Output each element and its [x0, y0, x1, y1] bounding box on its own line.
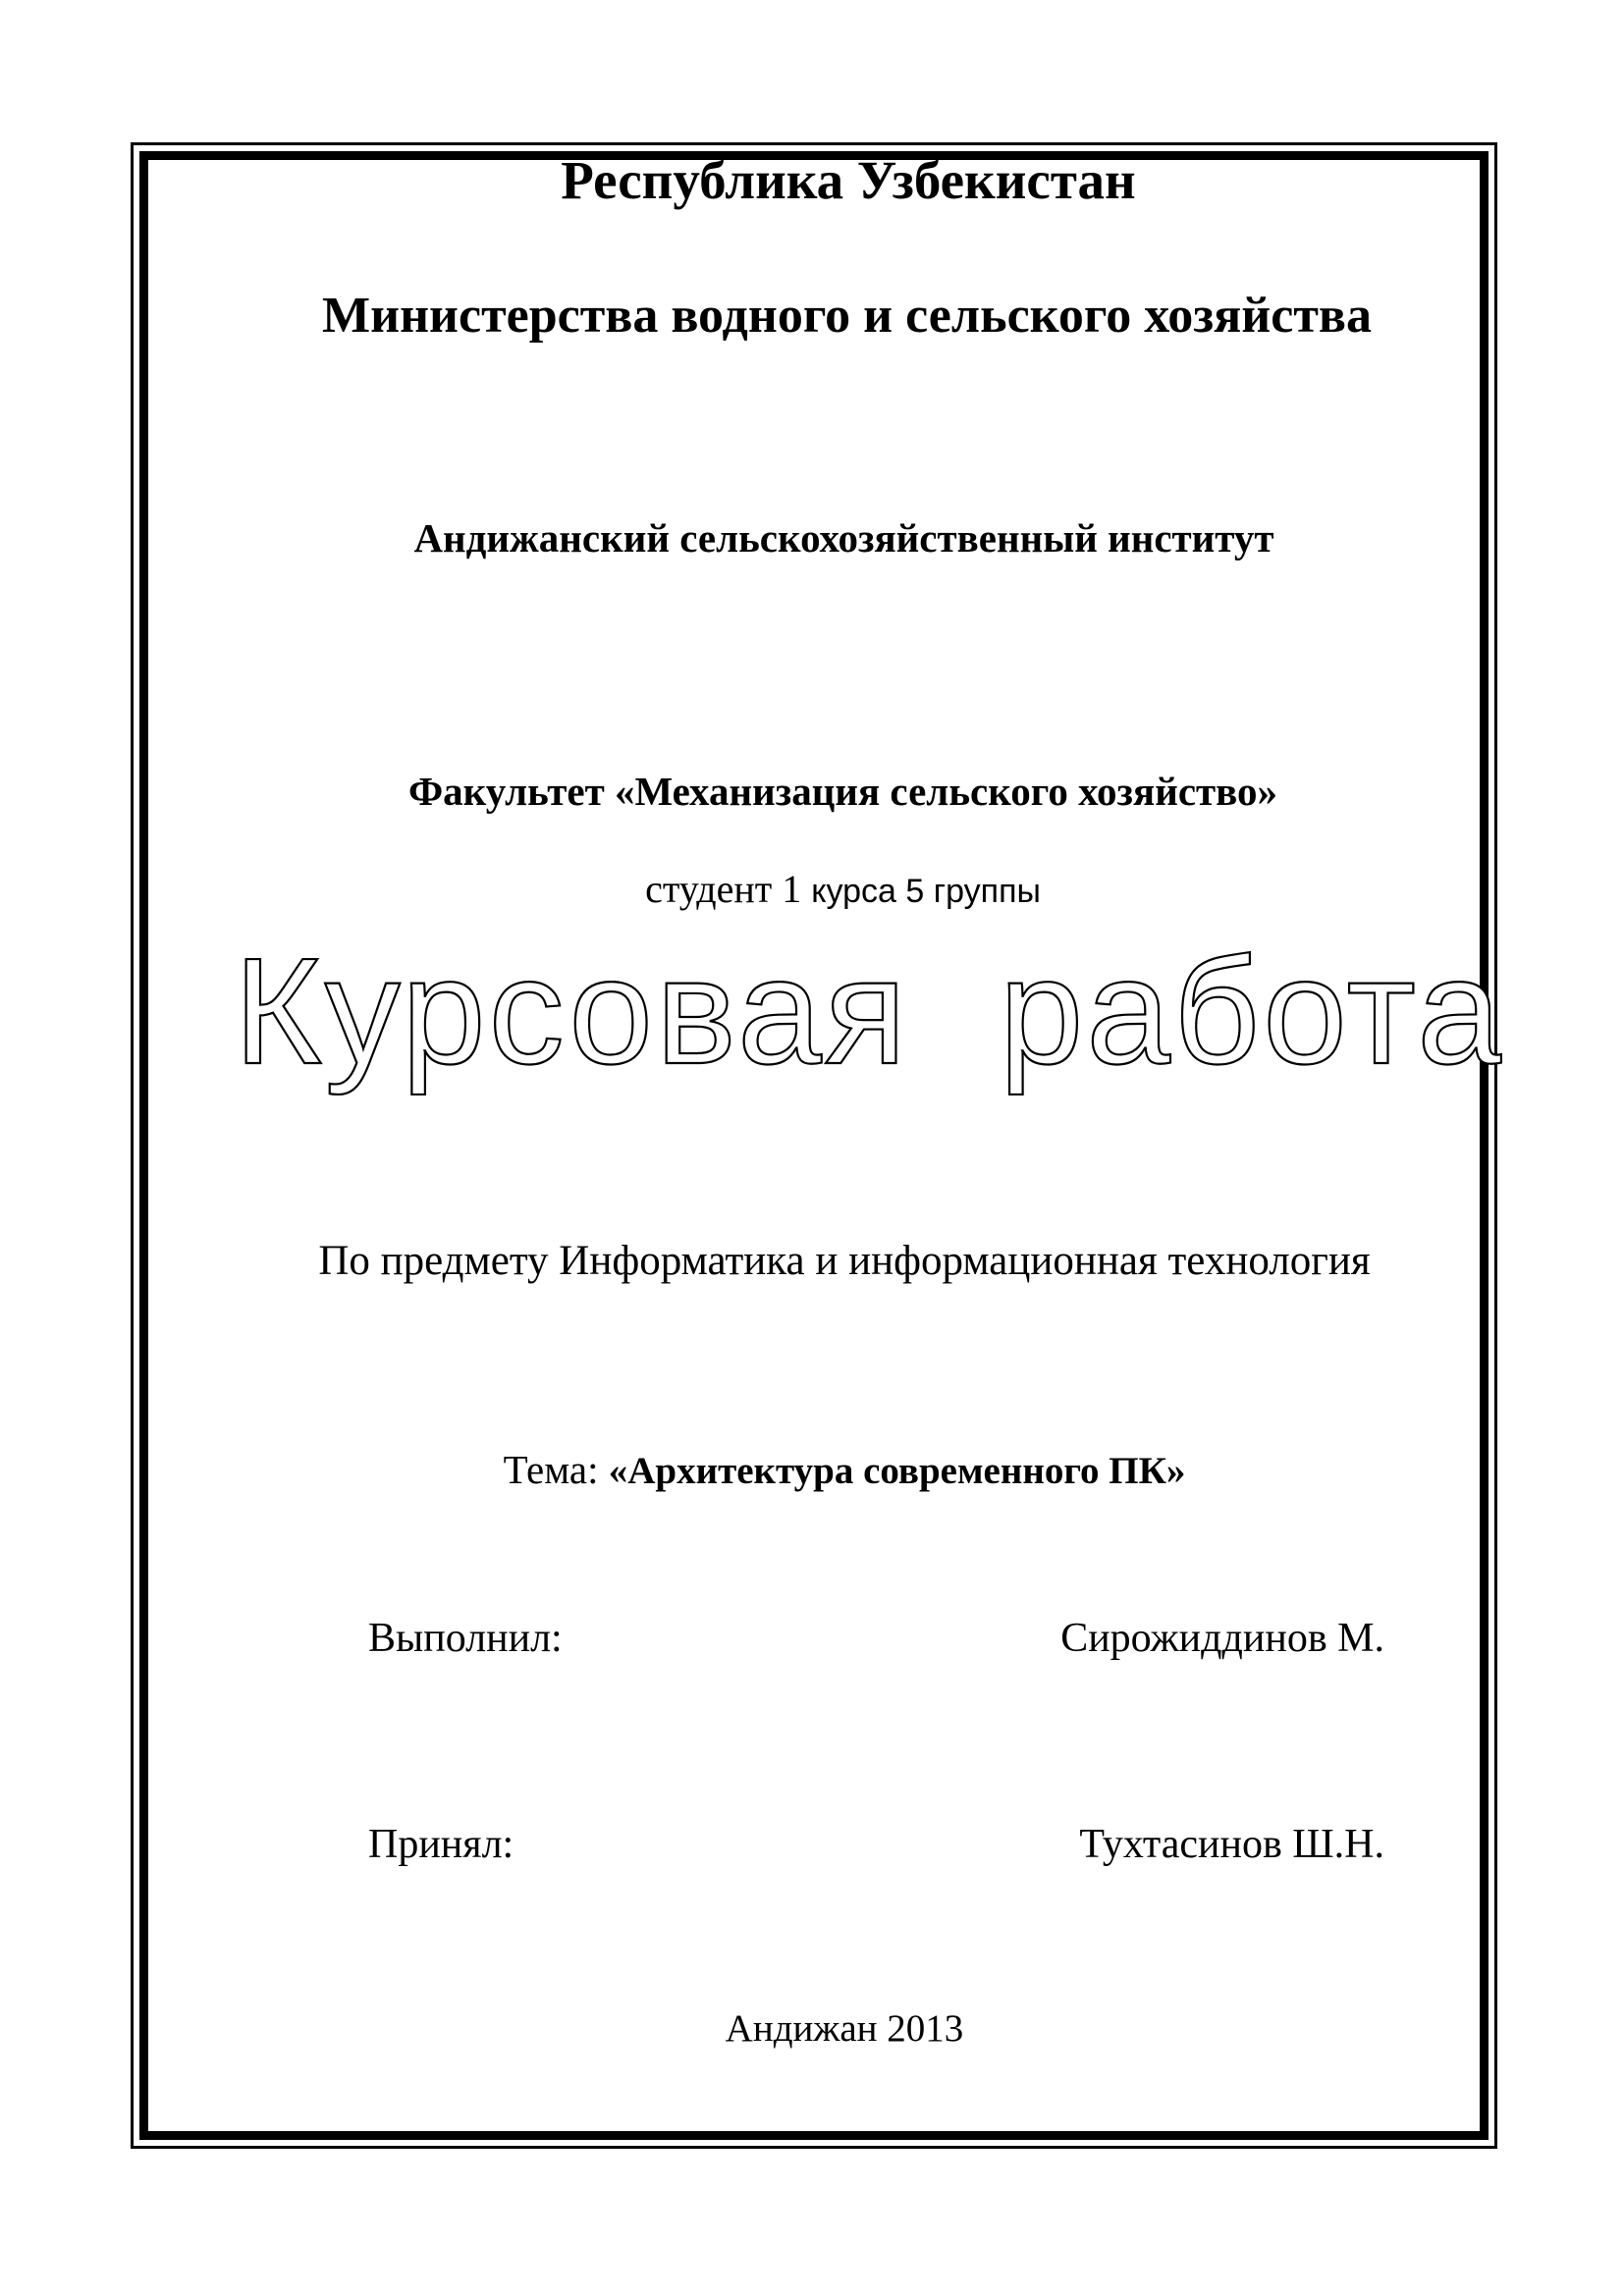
theme-title: «Архитектура современного ПК» [608, 1450, 1186, 1492]
student-prefix: студент 1 [645, 867, 802, 911]
done-name: Сирожиддинов М. [1060, 1616, 1384, 1661]
theme-label: Тема: [503, 1447, 599, 1492]
ministry-heading: Министерства водного и сельского хозяйства [322, 288, 1372, 344]
accepted-label: Принял: [368, 1822, 514, 1867]
theme-line [139, 1446, 1549, 1493]
course-work-title-text: Курсовая работа [234, 928, 1504, 1095]
faculty-line: Факультет «Механизация сельского хозяйство» [407, 769, 1278, 814]
student-line [139, 866, 1546, 912]
course-work-title [0, 928, 1624, 1104]
country-heading: Республика Узбекистан [561, 150, 1136, 210]
subject-line: По предмету Информатика и информационная технология [318, 1238, 1371, 1284]
accepted-name: Тухтасинов Ш.Н. [1079, 1822, 1384, 1867]
institute-heading: Андижанский сельскохозяйственный институт [413, 515, 1274, 561]
done-label: Выполнил: [368, 1616, 563, 1661]
city-year: Андижан 2013 [725, 2007, 964, 2050]
student-suffix: курса 5 группы [811, 873, 1041, 910]
